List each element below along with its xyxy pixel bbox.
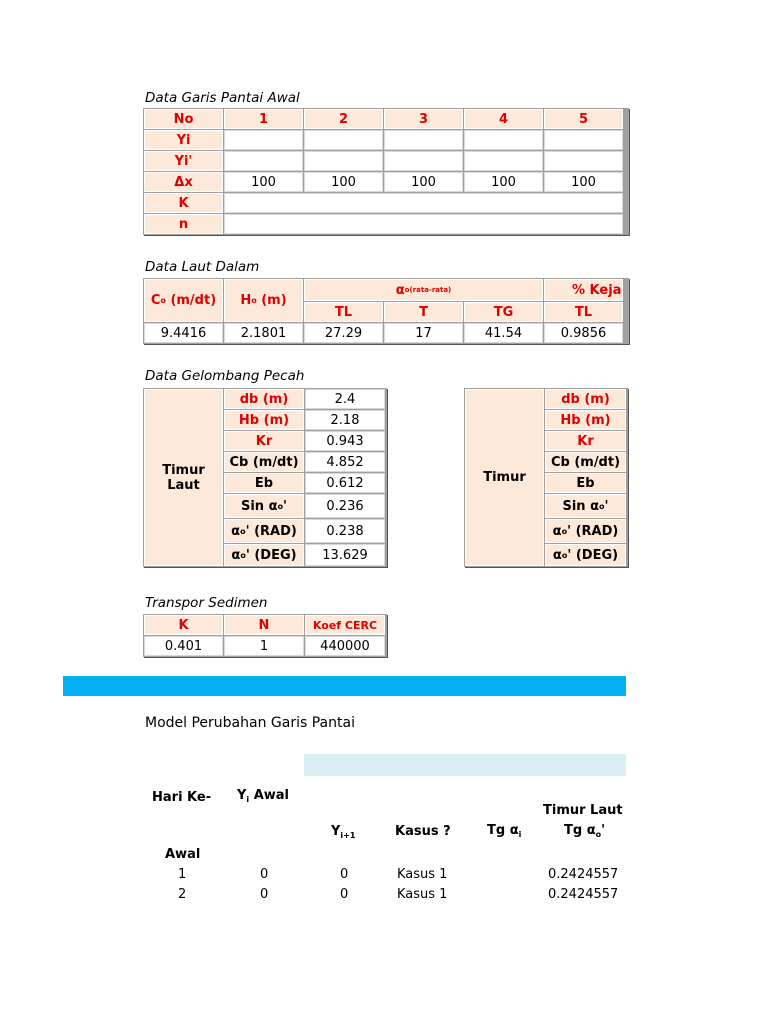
model-row-hari: 2	[178, 887, 187, 902]
transpor-k-header: K	[144, 615, 223, 635]
alpha-header: α o(rata-rata)	[304, 279, 543, 301]
garis-cell[interactable]	[384, 151, 463, 171]
alpha-deg-label: α o ' (DEG)	[224, 544, 304, 566]
laut-sub-header: TL	[544, 302, 623, 322]
garis-cell[interactable]	[224, 151, 303, 171]
laut-value-cell[interactable]: 17	[384, 323, 463, 343]
section-divider-bar	[63, 676, 626, 696]
model-row-yi: 0	[260, 867, 269, 882]
garis-row-header-yi: Yi	[144, 130, 223, 150]
cb-value[interactable]: 4.852	[305, 452, 385, 472]
garis-cell[interactable]	[544, 151, 623, 171]
hb-label: Hb (m)	[545, 410, 626, 430]
transpor-n-header: N	[224, 615, 304, 635]
garis-cell[interactable]	[464, 130, 543, 150]
transpor-cerc-value[interactable]: 440000	[305, 636, 385, 656]
model-row-yi: 0	[260, 887, 269, 902]
timur-laut-header: Timur Laut	[543, 803, 623, 818]
transpor-k-value[interactable]: 0.401	[144, 636, 223, 656]
transpor-table	[143, 614, 387, 657]
laut-value-cell[interactable]: 27.29	[304, 323, 383, 343]
garis-row-header-k: K	[144, 193, 223, 213]
db-value[interactable]: 2.4	[305, 389, 385, 409]
garis-cell[interactable]	[304, 151, 383, 171]
sin-alpha-label: Sin α o '	[224, 494, 304, 518]
alpha-deg-value[interactable]: 13.629	[305, 544, 385, 566]
garis-dx-cell[interactable]: 100	[544, 172, 623, 192]
gelombang-left-table	[143, 388, 387, 567]
model-row-yi1: 0	[340, 887, 349, 902]
eb-value[interactable]: 0.612	[305, 473, 385, 493]
garis-cell[interactable]	[224, 130, 303, 150]
db-label: db (m)	[545, 389, 626, 409]
laut-sub-header: TL	[304, 302, 383, 322]
kr-value[interactable]: 0.943	[305, 431, 385, 451]
cb-label: Cb (m/dt)	[224, 452, 304, 472]
co-header: C o (m/dt)	[144, 279, 223, 322]
kr-label: Kr	[545, 431, 626, 451]
laut-value-cell[interactable]: 2.1801	[224, 323, 303, 343]
garis-dx-cell[interactable]: 100	[384, 172, 463, 192]
cb-label: Cb (m/dt)	[545, 452, 626, 472]
tg-alpha-i-header: Tg $\alpha_i$	[487, 823, 522, 839]
transpor-n-value[interactable]: 1	[224, 636, 304, 656]
model-row-tgo: 0.2424557	[548, 887, 619, 902]
laut-value-cell[interactable]: 41.54	[464, 323, 543, 343]
timur-label: Timur	[465, 389, 544, 566]
hari-header: Hari Ke-	[152, 790, 212, 805]
alpha-rad-label: α o ' (RAD)	[224, 519, 304, 543]
garis-n-cell[interactable]	[224, 214, 623, 234]
garis-dx-cell[interactable]: 100	[304, 172, 383, 192]
garis-col-header: 1	[224, 109, 303, 129]
eb-label: Eb	[224, 473, 304, 493]
keja-header: % Keja	[544, 279, 623, 301]
model-row-kasus: Kasus 1	[397, 867, 448, 882]
yi-plus-1-header: $Y_{i+1}$	[331, 824, 356, 840]
garis-cell[interactable]	[544, 130, 623, 150]
gelombang-title: Data Gelombang Pecah	[145, 368, 305, 384]
model-row-tgo: 0.2424557	[548, 867, 619, 882]
eb-label: Eb	[545, 473, 626, 493]
garis-k-cell[interactable]	[224, 193, 623, 213]
garis-dx-cell[interactable]: 100	[464, 172, 543, 192]
kasus-header: Kasus ?	[395, 824, 451, 839]
garis-dx-cell[interactable]: 100	[224, 172, 303, 192]
garis-row-header-yi-prime: Yi'	[144, 151, 223, 171]
laut-value-cell[interactable]: 0.9856	[544, 323, 623, 343]
tg-alpha-o-header: Tg $\alpha_o'$	[564, 823, 606, 839]
garis-table	[143, 108, 629, 235]
garis-row-header-n: n	[144, 214, 223, 234]
awal-label: Awal	[165, 847, 201, 862]
hb-label: Hb (m)	[224, 410, 304, 430]
ho-header: H o (m)	[224, 279, 303, 322]
garis-cell[interactable]	[464, 151, 543, 171]
garis-no-header: No	[144, 109, 223, 129]
hb-value[interactable]: 2.18	[305, 410, 385, 430]
model-highlight-bar	[304, 754, 626, 776]
alpha-rad-label: α o ' (RAD)	[545, 519, 626, 543]
garis-cell[interactable]	[384, 130, 463, 150]
garis-cell[interactable]	[304, 130, 383, 150]
garis-col-header: 5	[544, 109, 623, 129]
sin-alpha-value[interactable]: 0.236	[305, 494, 385, 518]
kr-label: Kr	[224, 431, 304, 451]
model-title: Model Perubahan Garis Pantai	[145, 715, 355, 731]
laut-value-cell[interactable]: 9.4416	[144, 323, 223, 343]
sin-alpha-label: Sin α o '	[545, 494, 626, 518]
laut-title: Data Laut Dalam	[145, 259, 260, 275]
garis-row-header-dx: Δx	[144, 172, 223, 192]
garis-col-header: 3	[384, 109, 463, 129]
laut-table	[143, 278, 629, 344]
model-row-yi1: 0	[340, 867, 349, 882]
alpha-rad-value[interactable]: 0.238	[305, 519, 385, 543]
garis-title: Data Garis Pantai Awal	[145, 90, 300, 106]
laut-sub-header: TG	[464, 302, 543, 322]
model-row-hari: 1	[178, 867, 187, 882]
model-row-kasus: Kasus 1	[397, 887, 448, 902]
transpor-cerc-header: Koef CERC	[305, 615, 385, 635]
gelombang-right-table	[464, 388, 628, 567]
laut-sub-header: T	[384, 302, 463, 322]
timur-laut-label: Timur Laut	[144, 389, 223, 566]
transpor-title: Transpor Sedimen	[145, 595, 268, 611]
alpha-deg-label: α o ' (DEG)	[545, 544, 626, 566]
garis-col-header: 2	[304, 109, 383, 129]
yi-awal-header: $Y_i$ Awal	[237, 788, 289, 804]
garis-col-header: 4	[464, 109, 543, 129]
db-label: db (m)	[224, 389, 304, 409]
